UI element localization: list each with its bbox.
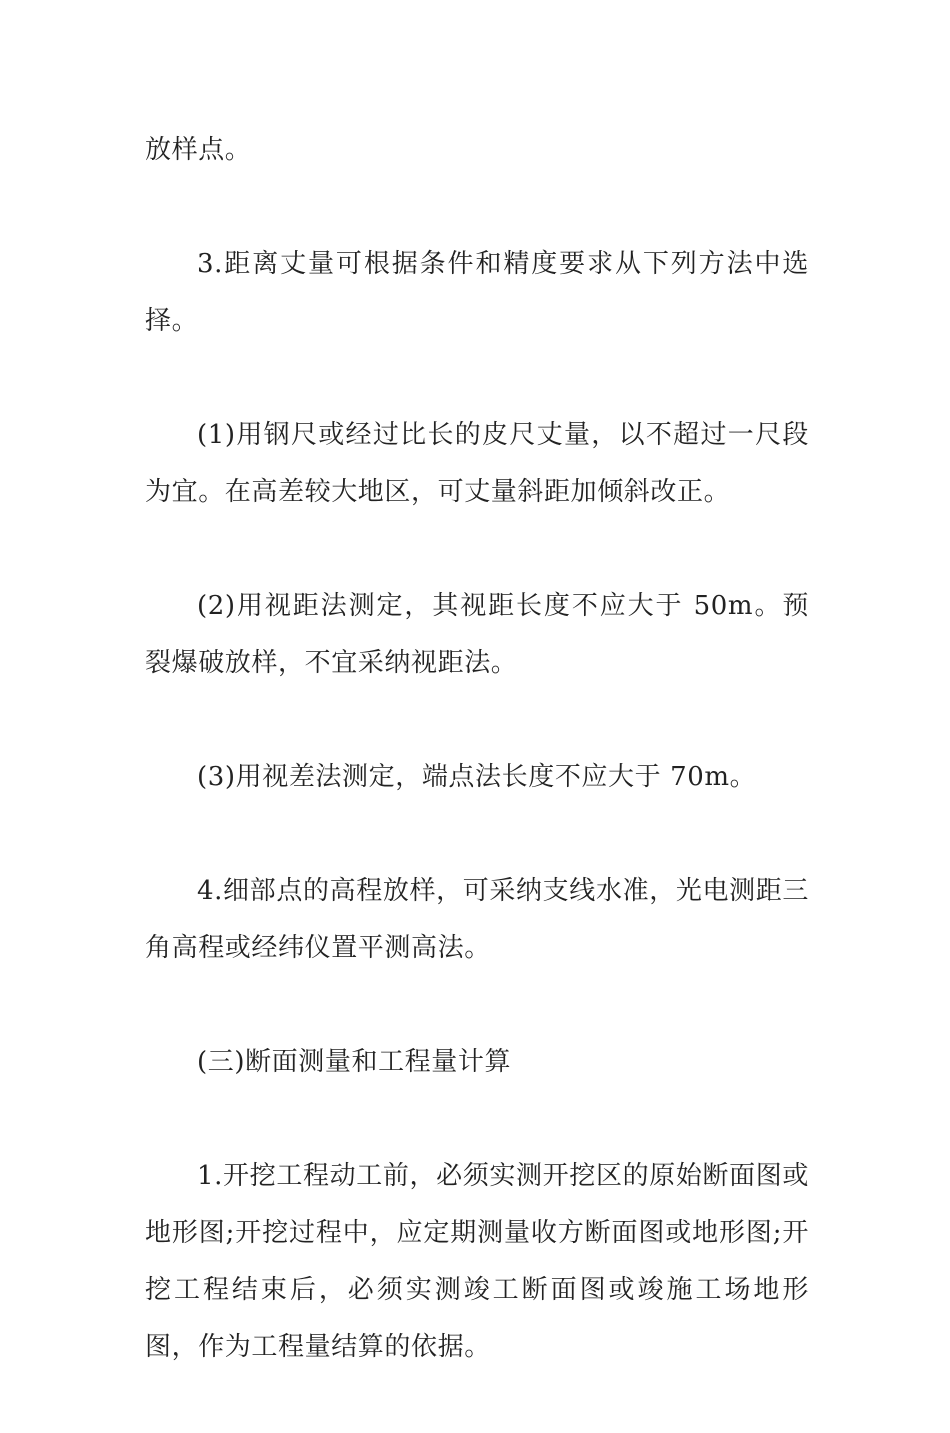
paragraph-6: 4.细部点的高程放样，可采纳支线水准，光电测距三角高程或经纬仪置平测高法。 (145, 876, 809, 963)
paragraph-4: (2)用视距法测定，其视距长度不应大于 50m。预裂爆破放样，不宜采纳视距法。 (145, 591, 809, 678)
paragraph-1: 放样点。 (145, 135, 252, 165)
paragraph-5: (3)用视差法测定，端点法长度不应大于 70m。 (197, 762, 757, 792)
paragraph-3: (1)用钢尺或经过比长的皮尺丈量，以不超过一尺段为宜。在高差较大地区，可丈量斜距加倾斜改正。 (145, 420, 809, 507)
paragraph-2: 3.距离丈量可根据条件和精度要求从下列方法中选择。 (145, 249, 809, 336)
section-heading: (三)断面测量和工程量计算 (197, 1047, 512, 1077)
document-body (145, 122, 809, 1433)
paragraph-7: 1.开挖工程动工前，必须实测开挖区的原始断面图或地形图;开挖过程中，应定期测量收方断面图或地形图;开挖工程结束后，必须实测竣工断面图或竣施工场地形图，作为工程量结算的依据。 (145, 1161, 809, 1362)
